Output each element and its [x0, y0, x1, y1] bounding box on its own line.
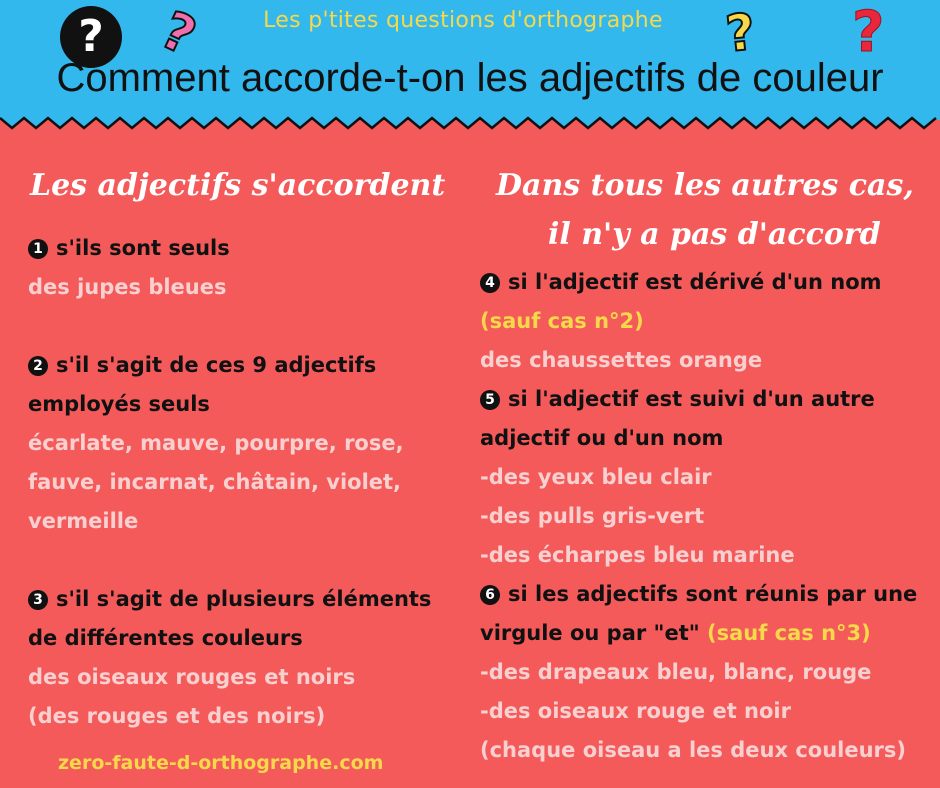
number-badge-2: 2: [28, 356, 48, 376]
rule-6-text: si les adjectifs sont réunis par une: [508, 582, 918, 606]
rule-3-text-cont: de différentes couleurs: [28, 626, 303, 650]
rule-2: [28, 353, 376, 377]
rule-2-text: s'il s'agit de ces 9 adjectifs: [56, 353, 377, 377]
number-badge-6: 6: [480, 585, 500, 605]
subtitle: Les p'tites questions d'orthographe: [263, 8, 663, 33]
rule-4-note: (sauf cas n°2): [480, 309, 644, 333]
rule-6-text-cont: [480, 621, 871, 645]
rule-3-text: s'il s'agit de plusieurs éléments: [56, 587, 432, 611]
rule-5-text: si l'adjectif est suivi d'un autre: [508, 387, 875, 411]
number-badge-1: 1: [28, 239, 48, 259]
rule-1-text: s'ils sont seuls: [56, 236, 230, 260]
rule-2-example: écarlate, mauve, pourpre, rose,: [28, 431, 404, 455]
red-question-icon: ?: [852, 0, 885, 65]
pink-question-icon: ?: [151, 0, 205, 68]
rule-5-example: -des écharpes bleu marine: [480, 543, 795, 567]
rule-6: [480, 582, 917, 606]
rule-3-example: (des rouges et des noirs): [28, 704, 326, 728]
rule-4-example: des chaussettes orange: [480, 348, 763, 372]
number-badge-5: 5: [480, 390, 500, 410]
rule-4: [480, 270, 882, 294]
rule-6-example: (chaque oiseau a les deux couleurs): [480, 738, 906, 762]
rule-5-text-cont: adjectif ou d'un nom: [480, 426, 724, 450]
rule-4-text: si l'adjectif est dérivé d'un nom: [508, 270, 882, 294]
rule-2-example: fauve, incarnat, châtain, violet,: [28, 470, 402, 494]
rule-5: [480, 387, 875, 411]
rule-3-example: des oiseaux rouges et noirs: [28, 665, 356, 689]
left-heading: Les adjectifs s'accordent: [30, 168, 446, 203]
question-circle-icon: ?: [60, 6, 122, 68]
rule-1: [28, 236, 230, 260]
rule-2-text-cont: employés seuls: [28, 392, 210, 416]
number-badge-4: 4: [480, 273, 500, 293]
rule-2-example: vermeille: [28, 509, 139, 533]
rule-3: [28, 587, 431, 611]
page-title: Comment accorde-t-on les adjectifs de couleur: [56, 56, 884, 100]
right-heading-cont: il n'y a pas d'accord: [548, 217, 881, 252]
number-badge-3: 3: [28, 590, 48, 610]
rule-6-example: -des oiseaux rouge et noir: [480, 699, 791, 723]
rule-6-example: -des drapeaux bleu, blanc, rouge: [480, 660, 872, 684]
rule-5-example: -des yeux bleu clair: [480, 465, 712, 489]
rule-5-example: -des pulls gris-vert: [480, 504, 705, 528]
rule-1-example: des jupes bleues: [28, 275, 227, 299]
footer-site: zero-faute-d-orthographe.com: [58, 752, 384, 774]
rule-6-text2: virgule ou par "et": [480, 621, 700, 645]
right-heading: Dans tous les autres cas,: [496, 168, 914, 203]
yellow-question-icon: ?: [723, 2, 758, 64]
zigzag-divider: [0, 112, 940, 138]
rule-6-note: (sauf cas n°3): [707, 621, 871, 645]
